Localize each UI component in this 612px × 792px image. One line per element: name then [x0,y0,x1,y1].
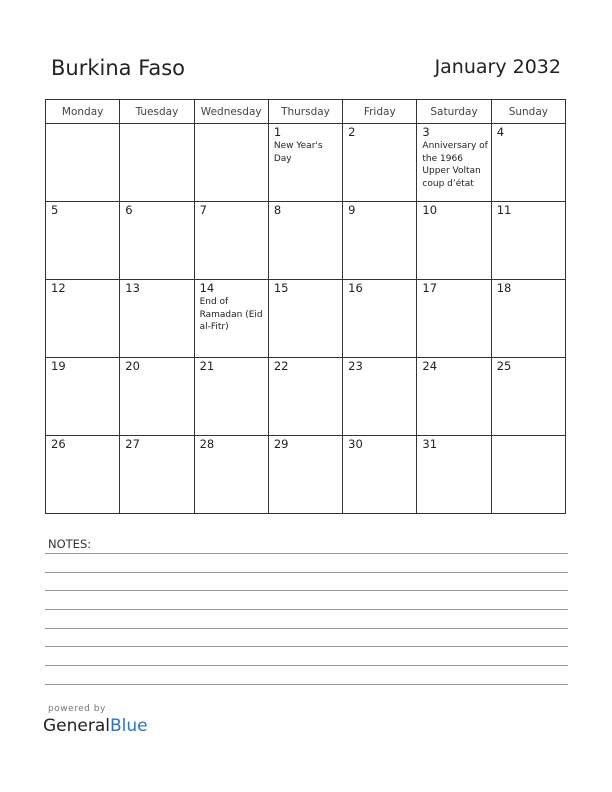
calendar-day-cell[interactable] [417,202,491,280]
calendar-day-cell[interactable] [491,124,565,202]
calendar-day-cell[interactable] [268,358,342,436]
calendar-day-cell[interactable] [343,358,417,436]
day-number: 28 [199,437,215,451]
calendar-week-row [46,436,566,514]
holiday-label [492,373,565,374]
weekday-sunday: Sunday [491,100,565,124]
calendar-day-cell[interactable] [46,358,120,436]
calendar-day-cell[interactable] [194,202,268,280]
holiday-label [46,217,119,218]
notes-line [45,684,568,685]
calendar-day-cell[interactable] [46,280,120,358]
calendar-day-cell[interactable] [491,358,565,436]
calendar-day-cell[interactable] [120,280,194,358]
brand-general: General [43,716,110,736]
holiday-label [269,373,342,374]
holiday-label: Anniversary of the 1966 Upper Voltan coup d’état [422,141,488,189]
holiday-label [492,217,565,218]
weekday-wednesday: Wednesday [194,100,268,124]
day-number: 7 [199,203,207,217]
powered-by-text: powered by [48,704,106,714]
day-number: 21 [199,359,215,373]
day-number: 15 [273,281,289,295]
calendar-day-cell[interactable] [268,436,342,514]
holiday-label [492,295,565,296]
calendar-week-row [46,202,566,280]
holiday-label [120,451,193,452]
holiday-label [269,217,342,218]
day-number: 16 [348,281,363,295]
calendar-day-cell[interactable] [194,358,268,436]
holiday-label [343,139,416,140]
notes-line [45,609,568,610]
holiday-label [417,217,490,218]
holiday-label [195,217,268,218]
day-number: 8 [273,203,282,217]
calendar-day-cell[interactable] [417,436,491,514]
holiday-label [343,295,416,296]
holiday-label [46,451,119,452]
day-number: 12 [51,281,66,295]
weekday-thursday: Thursday [268,100,342,124]
day-number: 17 [422,281,438,295]
calendar-week-row [46,358,566,436]
calendar-day-cell[interactable] [417,358,491,436]
calendar-day-cell[interactable] [120,436,194,514]
calendar-day-cell[interactable] [268,280,342,358]
day-number: 31 [422,437,438,451]
day-number: 19 [51,359,66,373]
calendar-day-cell[interactable] [194,436,268,514]
holiday-label [343,217,416,218]
weekday-header-row [46,100,566,124]
holiday-label [417,295,490,296]
day-number: 23 [348,359,363,373]
day-number: 24 [422,359,438,373]
holiday-label [46,295,119,296]
day-number: 1 [273,125,282,139]
calendar-day-cell[interactable] [194,124,268,202]
day-number: 25 [496,359,512,373]
day-number: 11 [496,203,512,217]
weekday-tuesday: Tuesday [120,100,194,124]
holiday-label [492,139,565,140]
calendar-grid [45,99,566,514]
notes-line [45,665,568,666]
holiday-label [195,373,268,374]
holiday-label [269,295,342,296]
calendar-day-cell[interactable] [120,202,194,280]
holiday-label [417,451,490,452]
notes-line [45,553,568,554]
weekday-monday: Monday [46,100,120,124]
notes-line [45,572,568,573]
notes-line [45,628,568,629]
notes-line [45,590,568,591]
calendar-country-title: Burkina Faso [51,56,186,80]
weekday-friday: Friday [343,100,417,124]
holiday-label [120,126,193,127]
day-number: 2 [348,125,356,139]
weekday-saturday: Saturday [417,100,491,124]
day-number: 20 [125,359,140,373]
calendar-day-cell[interactable] [491,280,565,358]
holiday-label: End of Ramadan (Eid al-Fitr) [199,297,263,332]
notes-label: NOTES: [48,537,92,551]
calendar-day-cell[interactable] [268,202,342,280]
calendar-day-cell[interactable] [343,436,417,514]
calendar-day-cell[interactable] [417,280,491,358]
calendar-day-cell[interactable] [46,124,120,202]
generalblue-logo[interactable] [43,716,148,736]
day-number: 26 [51,437,66,451]
holiday-label [417,373,490,374]
day-number: 30 [348,437,363,451]
day-number: 9 [348,203,356,217]
holiday-label [492,438,565,439]
holiday-label: New Year's Day [273,141,323,164]
day-number: 13 [125,281,140,295]
day-number: 27 [125,437,140,451]
calendar-day-cell[interactable] [491,436,565,514]
calendar-day-cell[interactable] [46,202,120,280]
day-number: 14 [199,281,215,295]
day-number: 6 [125,203,133,217]
calendar-day-cell[interactable] [46,436,120,514]
holiday-label [120,373,193,374]
holiday-label [343,451,416,452]
holiday-label [46,373,119,374]
holiday-label [269,451,342,452]
holiday-label [343,373,416,374]
calendar-day-cell[interactable] [343,280,417,358]
day-number: 22 [273,359,289,373]
calendar-day-cell[interactable] [343,202,417,280]
calendar-day-cell[interactable] [417,124,491,202]
day-number: 29 [273,437,289,451]
day-number: 4 [496,125,505,139]
day-number: 10 [422,203,438,217]
calendar-day-cell[interactable] [194,280,268,358]
holiday-label [120,295,193,296]
calendar-week-row [46,124,566,202]
day-number: 5 [51,203,59,217]
holiday-label [195,451,268,452]
holiday-label [120,217,193,218]
holiday-label [195,126,268,127]
calendar-month-title: January 2032 [434,56,561,78]
calendar-week-row [46,280,566,358]
notes-line [45,646,568,647]
calendar-day-cell[interactable] [268,124,342,202]
brand-blue: Blue [110,716,148,736]
day-number: 3 [422,125,430,139]
calendar-day-cell[interactable] [343,124,417,202]
day-number: 18 [496,281,512,295]
calendar-day-cell[interactable] [120,124,194,202]
calendar-day-cell[interactable] [120,358,194,436]
holiday-label [46,126,119,127]
calendar-day-cell[interactable] [491,202,565,280]
